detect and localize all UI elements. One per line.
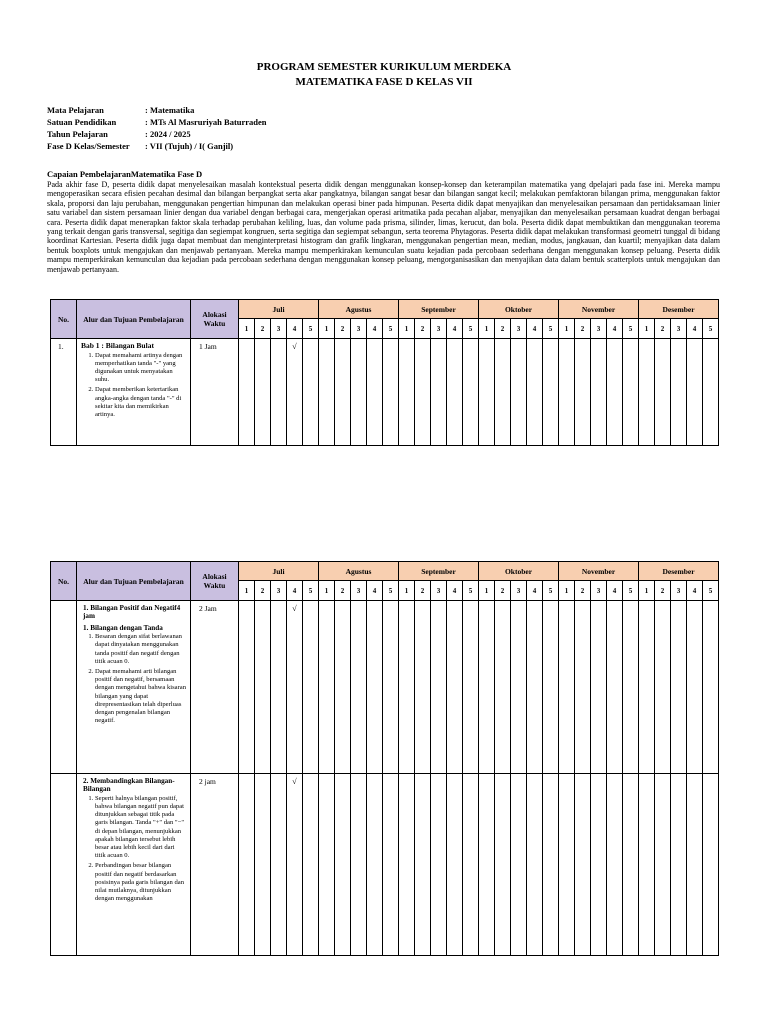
week-header: 3 [431,319,447,339]
week-cell [383,601,399,774]
week-header: 1 [639,581,655,601]
week-header: 4 [527,319,543,339]
header-month: Oktober [479,300,559,319]
week-cell [463,339,479,446]
week-header: 5 [543,319,559,339]
header-month: November [559,300,639,319]
week-cell [431,339,447,446]
week-cell [543,774,559,956]
week-header: 1 [239,581,255,601]
week-header: 1 [639,319,655,339]
week-header: 5 [383,581,399,601]
info-value: : VII (Tujuh) / I( Ganjil) [145,141,234,151]
week-cell [591,774,607,956]
week-header: 1 [319,581,335,601]
week-cell [367,339,383,446]
week-cell [479,601,495,774]
week-header: 3 [591,319,607,339]
week-cell [559,774,575,956]
week-header: 5 [623,581,639,601]
header-month: September [399,300,479,319]
list-item: 1. Seperti halnya bilangan positif, bahwa bilangan negatif pun dapat ditunjukkan sebagai titik pada garis bilangan. Tanda "+" dan "−" di depan bilangan, menunjukkan apakah bilangan tersebut lebih besar atau lebih kecil dari dari titik acuan 0. [95,795,186,861]
week-header: 5 [303,319,319,339]
header-month: Oktober [479,562,559,581]
table-row [51,601,719,774]
week-cell [239,339,255,446]
week-cell [671,339,687,446]
header-month: Desember [639,562,719,581]
week-cell [271,339,287,446]
week-header: 4 [527,581,543,601]
list-item: 1. Dapat memahami artinya dengan memperhatikan tanda "-" yang digunakan untuk menyatakan suhu. [95,352,186,385]
week-cell [351,601,367,774]
week-cell [543,601,559,774]
header-alokasi: Alokasi Waktu [191,300,239,339]
week-cell [351,774,367,956]
list-item: 2. Dapat memahami arti bilangan positif dan negatif, bersamaan dengan mengetahui bahwa kisaran bilangan yang dapat direpresentasikan telah diperluas dengan pengenalan bilangan negatif. [95,668,186,725]
week-header: 2 [255,581,271,601]
objective-list [81,633,186,725]
week-cell [671,774,687,956]
week-header: 3 [671,581,687,601]
program-table-1 [50,299,719,446]
week-cell [431,601,447,774]
row-alur [77,339,191,446]
week-header: 3 [431,581,447,601]
week-cell [447,339,463,446]
row-alur [77,601,191,774]
week-header: 2 [575,319,591,339]
week-cell [575,601,591,774]
week-cell [655,339,671,446]
row-number: 1. [51,339,77,446]
week-header: 2 [415,319,431,339]
week-cell [319,339,335,446]
section-heading: 1. Bilangan dengan Tanda [83,623,163,632]
info-label: Fase D Kelas/Semester [47,141,130,151]
section-heading: 1. Bilangan Positif dan Negatif4 jam [83,604,181,621]
week-header: 4 [367,581,383,601]
header-month: Juli [239,300,319,319]
week-cell [399,774,415,956]
table-row [51,339,719,446]
week-cell [687,601,703,774]
info-value: : Matematika [145,105,195,115]
week-cell [591,339,607,446]
week-cell [399,601,415,774]
week-header: 4 [687,581,703,601]
week-cell [543,339,559,446]
week-header: 4 [367,319,383,339]
table-row [51,774,719,956]
week-header: 4 [447,581,463,601]
week-header: 4 [687,319,703,339]
week-cell [671,601,687,774]
header-month: Agustus [319,300,399,319]
info-value: : MTs Al Masruriyah Baturraden [145,117,267,127]
week-cell [511,339,527,446]
week-cell [447,774,463,956]
week-cell [335,774,351,956]
check-mark: √ [287,774,303,956]
week-header: 5 [543,581,559,601]
week-header: 1 [399,319,415,339]
week-cell [495,601,511,774]
info-label: Satuan Pendidikan [47,117,117,127]
week-header: 3 [271,319,287,339]
week-header: 2 [575,581,591,601]
week-cell [335,339,351,446]
week-cell [431,774,447,956]
week-header: 3 [351,319,367,339]
week-cell [495,774,511,956]
week-cell [495,339,511,446]
week-cell [255,339,271,446]
week-header: 4 [607,319,623,339]
week-cell [511,774,527,956]
week-cell [303,339,319,446]
week-cell [655,774,671,956]
week-cell [527,774,543,956]
page-title-1: PROGRAM SEMESTER KURIKULUM MERDEKA [256,61,512,73]
week-cell [335,601,351,774]
header-month: Agustus [319,562,399,581]
week-cell [559,601,575,774]
week-cell [623,601,639,774]
header-no: No. [51,562,77,601]
week-cell [367,601,383,774]
week-header: 4 [287,581,303,601]
week-header: 4 [447,319,463,339]
header-alur: Alur dan Tujuan Pembelajaran [77,300,191,339]
program-table-2 [50,561,719,956]
week-header: 1 [399,581,415,601]
week-header: 2 [495,581,511,601]
header-alur: Alur dan Tujuan Pembelajaran [77,562,191,601]
week-cell [351,339,367,446]
week-header: 1 [479,581,495,601]
week-header: 5 [703,581,719,601]
week-cell [575,774,591,956]
week-header: 4 [607,581,623,601]
week-cell [303,774,319,956]
week-cell [271,601,287,774]
week-cell [639,774,655,956]
week-cell [415,774,431,956]
week-cell [655,601,671,774]
week-cell [607,774,623,956]
week-cell [479,774,495,956]
week-cell [703,774,719,956]
week-cell [639,601,655,774]
week-header: 5 [463,581,479,601]
week-header: 2 [495,319,511,339]
week-header: 1 [239,319,255,339]
week-cell [303,601,319,774]
week-cell [383,339,399,446]
week-cell [687,339,703,446]
week-header: 5 [703,319,719,339]
list-item: 1. Besaran dengan sifat berlawanan dapat dinyatakan menggunakan tanda positif dan negatif dengan titik acuan 0. [95,633,186,666]
info-value: : 2024 / 2025 [145,129,191,139]
row-alokasi: 2 jam [191,774,239,956]
week-header: 3 [271,581,287,601]
week-cell [511,601,527,774]
week-cell [383,774,399,956]
week-cell [559,339,575,446]
week-cell [639,339,655,446]
info-label: Mata Pelajaran [47,105,104,115]
week-cell [319,774,335,956]
week-cell [399,339,415,446]
week-header: 3 [511,319,527,339]
week-header: 2 [655,581,671,601]
header-month: September [399,562,479,581]
section-heading: 2. Membandingkan Bilangan-Bilangan [83,777,175,794]
week-header: 3 [671,319,687,339]
week-cell [415,339,431,446]
week-header: 1 [559,319,575,339]
week-header: 5 [463,319,479,339]
list-item: 2. Dapat memberikan ketertarikan angka-angka dengan tanda "-" di sekitar kita dan memikirkan artinya. [95,386,186,419]
header-alokasi: Alokasi Waktu [191,562,239,601]
header-month: Desember [639,300,719,319]
check-mark: √ [287,339,303,446]
week-cell [239,774,255,956]
week-cell [703,339,719,446]
capaian-title: Capaian PembelajaranMatematika Fase D [47,169,203,179]
week-cell [479,339,495,446]
week-cell [607,339,623,446]
week-header: 5 [623,319,639,339]
week-cell [591,601,607,774]
week-header: 2 [335,581,351,601]
week-cell [319,601,335,774]
week-cell [575,339,591,446]
row-alokasi: 1 Jam [191,339,239,446]
week-header: 2 [655,319,671,339]
week-cell [367,774,383,956]
week-cell [527,601,543,774]
week-cell [607,601,623,774]
week-cell [527,339,543,446]
week-cell [623,339,639,446]
week-cell [271,774,287,956]
week-cell [687,774,703,956]
list-item: 2. Perbandingan besar bilangan positif dan negatif berdasarkan posisinya pada garis bilangan dan nilai mutlaknya, ditunjukkan dengan menggunakan [95,862,186,903]
week-cell [447,601,463,774]
week-cell [255,774,271,956]
capaian-text: Pada akhir fase D, peserta didik dapat menyelesaikan masalah kontekstual peserta didik dengan menggunakan konsep-konsep dan keterampilan matematika yang dpelajari pada fase ini. Mereka mampu mengoperasikan secara efisien pecahan desimal dan bilangan berpangkat serta akar pangkatnya, bilangan sangat besar dan bilangan sangat kecil; melakukan pemfaktoran bilangan prima, menggunakan faktor skala, proporsi dan laju perubahan, menggunakan pengertian himpunan dan melakukan operasi biner pada himpunan. Peserta didik dapat menyajikan dan menyelesaikan persamaan dan pertidaksamaan linier satu variabel dan sistem persamaan linier dengan dua variabel dengan berbagai cara, mengerjakan operasi aritmatika pada pecahan aljabar, menyajikan dan menyelesaikan persamaan kuadrat dengan berbagai cara. Peserta didik dapat menerapkan faktor skala terhadap perubahan keliling, luas, dan volume pada prisma, silinder, limas, kerucut, dan bola. Peserta didik dapat membuktikan dan menggunakan teorema yang terkait dengan garis transversal, segitiga dan segiempat kongruen, serta segitiga dan segiempat sebangun, serta teorema Phytagoras. Peserta didik dapat melakukan transformasi geometri tunggal di bidang koordinat Kartesian. Peserta didik juga dapat membuat dan menginterpretasi histogram dan grafik lingkaran, menggunakan pengertian mean, median, modus, jangkauan, dan kuartil; menyajikan data dalam bentuk boxplots untuk mengajukan dan menjawab pertanyaan. Mereka mampu memperkirakan kemunculan suatu kejadian pada percobaan sederhana dengan menggunakan konsep peluang. Peserta didik mampu memperkirakan kemunculan dua kejadian pada percobaan sederhana dengan menggunakan konsep peluang, mengorganisasikan dan menyajikan data dalam bentuk scatterplots untuk mengajukan dan menjawab pertanyaan. [47,180,720,274]
info-label: Tahun Pelajaran [47,129,108,139]
week-cell [415,601,431,774]
week-header: 3 [511,581,527,601]
objective-list [81,352,186,420]
week-header: 1 [559,581,575,601]
check-mark: √ [287,601,303,774]
week-cell [239,601,255,774]
week-header: 2 [415,581,431,601]
week-header: 2 [255,319,271,339]
week-cell [463,774,479,956]
header-month: November [559,562,639,581]
week-header: 2 [335,319,351,339]
week-header: 1 [479,319,495,339]
week-header: 1 [319,319,335,339]
header-month: Juli [239,562,319,581]
info-block [47,104,267,152]
week-cell [255,601,271,774]
week-header: 3 [351,581,367,601]
header-no: No. [51,300,77,339]
bab-title: Bab 1 : Bilangan Bulat [81,341,154,350]
week-cell [703,601,719,774]
week-header: 4 [287,319,303,339]
week-header: 5 [303,581,319,601]
week-cell [623,774,639,956]
objective-list [81,795,186,904]
row-alur [77,774,191,956]
row-alokasi: 2 Jam [191,601,239,774]
week-header: 3 [591,581,607,601]
week-cell [463,601,479,774]
page-title-2: MATEMATIKA FASE D KELAS VII [295,76,473,88]
week-header: 5 [383,319,399,339]
